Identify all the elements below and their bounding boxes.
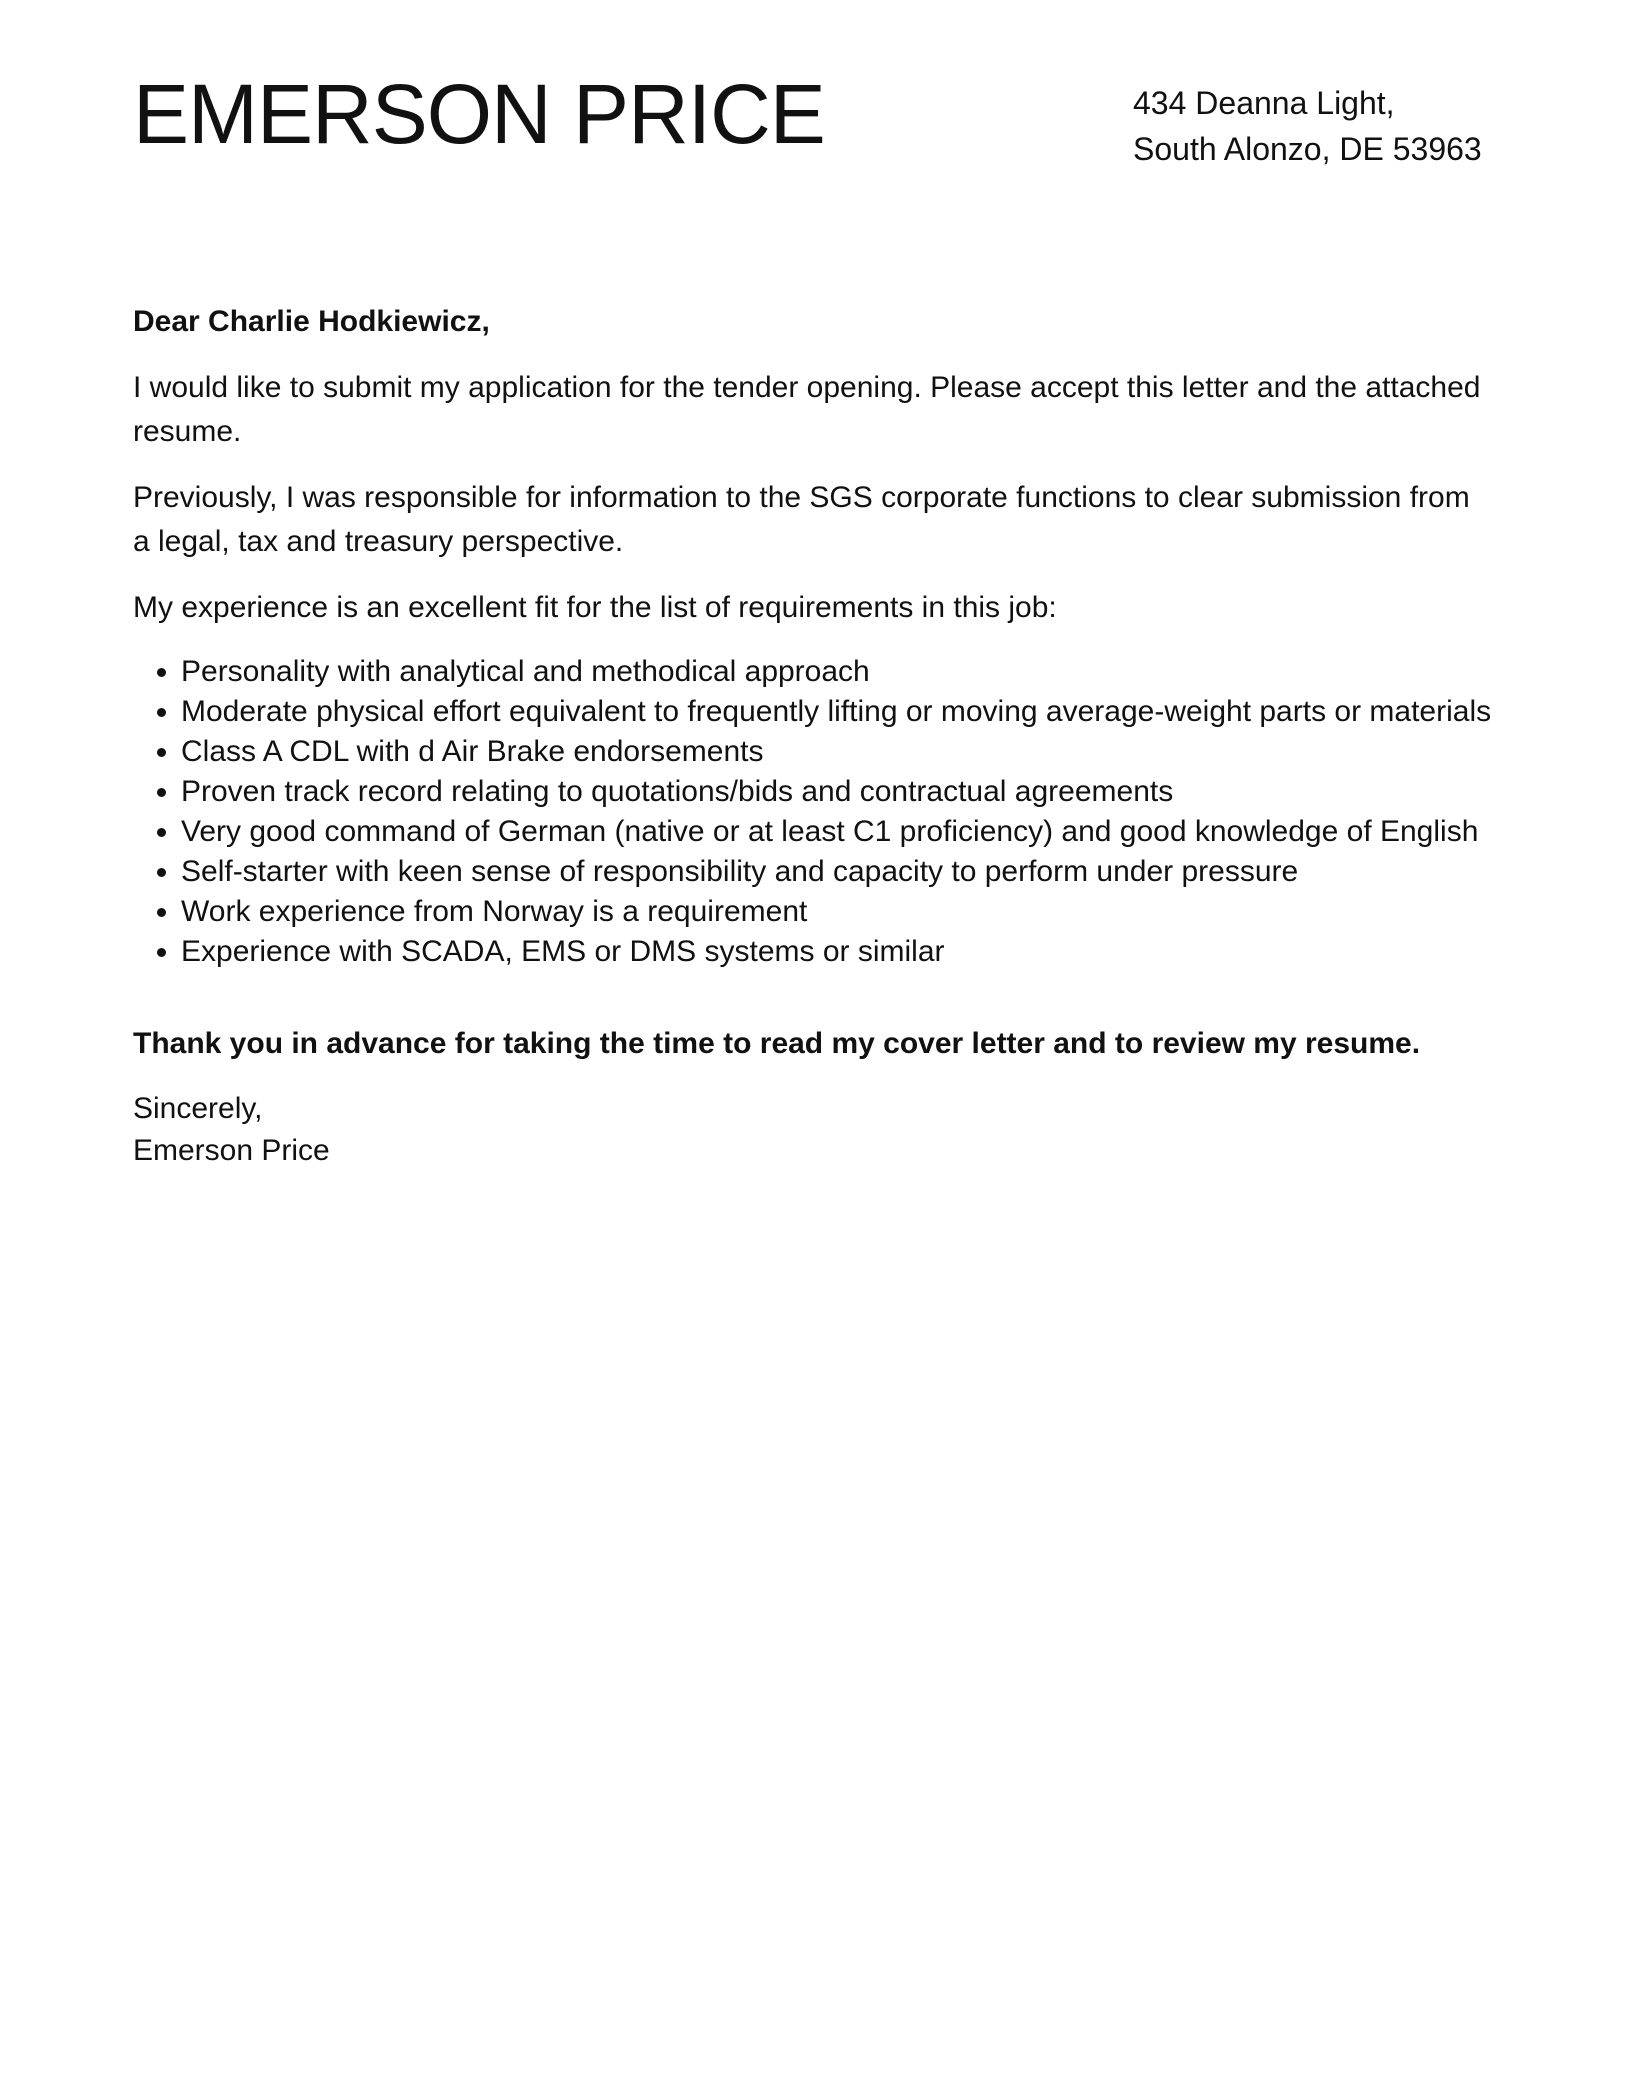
requirement-item: • Experience with SCADA, EMS or DMS systems or similar xyxy=(181,932,1493,972)
requirement-item: • Self-starter with keen sense of responsibility and capacity to perform under pressure xyxy=(181,852,1493,892)
closing-paragraph: Thank you in advance for taking the time to read my cover letter and to review my resume. xyxy=(133,1027,1421,1060)
requirement-item: • Work experience from Norway is a requirement xyxy=(181,892,1493,932)
signature-name: Emerson Price xyxy=(133,1134,330,1167)
letter-body xyxy=(133,300,1493,1172)
address-line-1: 434 Deanna Light, xyxy=(1133,85,1395,121)
applicant-address xyxy=(1133,80,1482,172)
requirement-item: • Personality with analytical and methodical approach xyxy=(181,652,1493,692)
fit-statement: My experience is an excellent fit for the list of requirements in this job: xyxy=(133,591,1057,624)
address-line-2: South Alonzo, DE 53963 xyxy=(1133,131,1482,167)
requirement-item: • Very good command of German (native or at least C1 proficiency) and good knowledge of English xyxy=(181,812,1493,852)
greeting: Dear Charlie Hodkiewicz, xyxy=(133,305,490,338)
signoff-block xyxy=(133,1088,1493,1172)
intro-paragraph: I would like to submit my application for the tender opening. Please accept this letter and the attached resume. xyxy=(133,371,1481,448)
signoff: Sincerely, xyxy=(133,1092,263,1125)
requirements-list xyxy=(133,652,1493,972)
requirement-item: • Moderate physical effort equivalent to frequently lifting or moving average-weight parts or materials xyxy=(181,692,1493,732)
applicant-name: EMERSON PRICE xyxy=(133,67,825,161)
requirement-item: • Class A CDL with d Air Brake endorsements xyxy=(181,732,1493,772)
requirement-item: • Proven track record relating to quotations/bids and contractual agreements xyxy=(181,772,1493,812)
previous-experience-paragraph: Previously, I was responsible for information to the SGS corporate functions to clear submission from a legal, tax and treasury perspective. xyxy=(133,481,1470,558)
